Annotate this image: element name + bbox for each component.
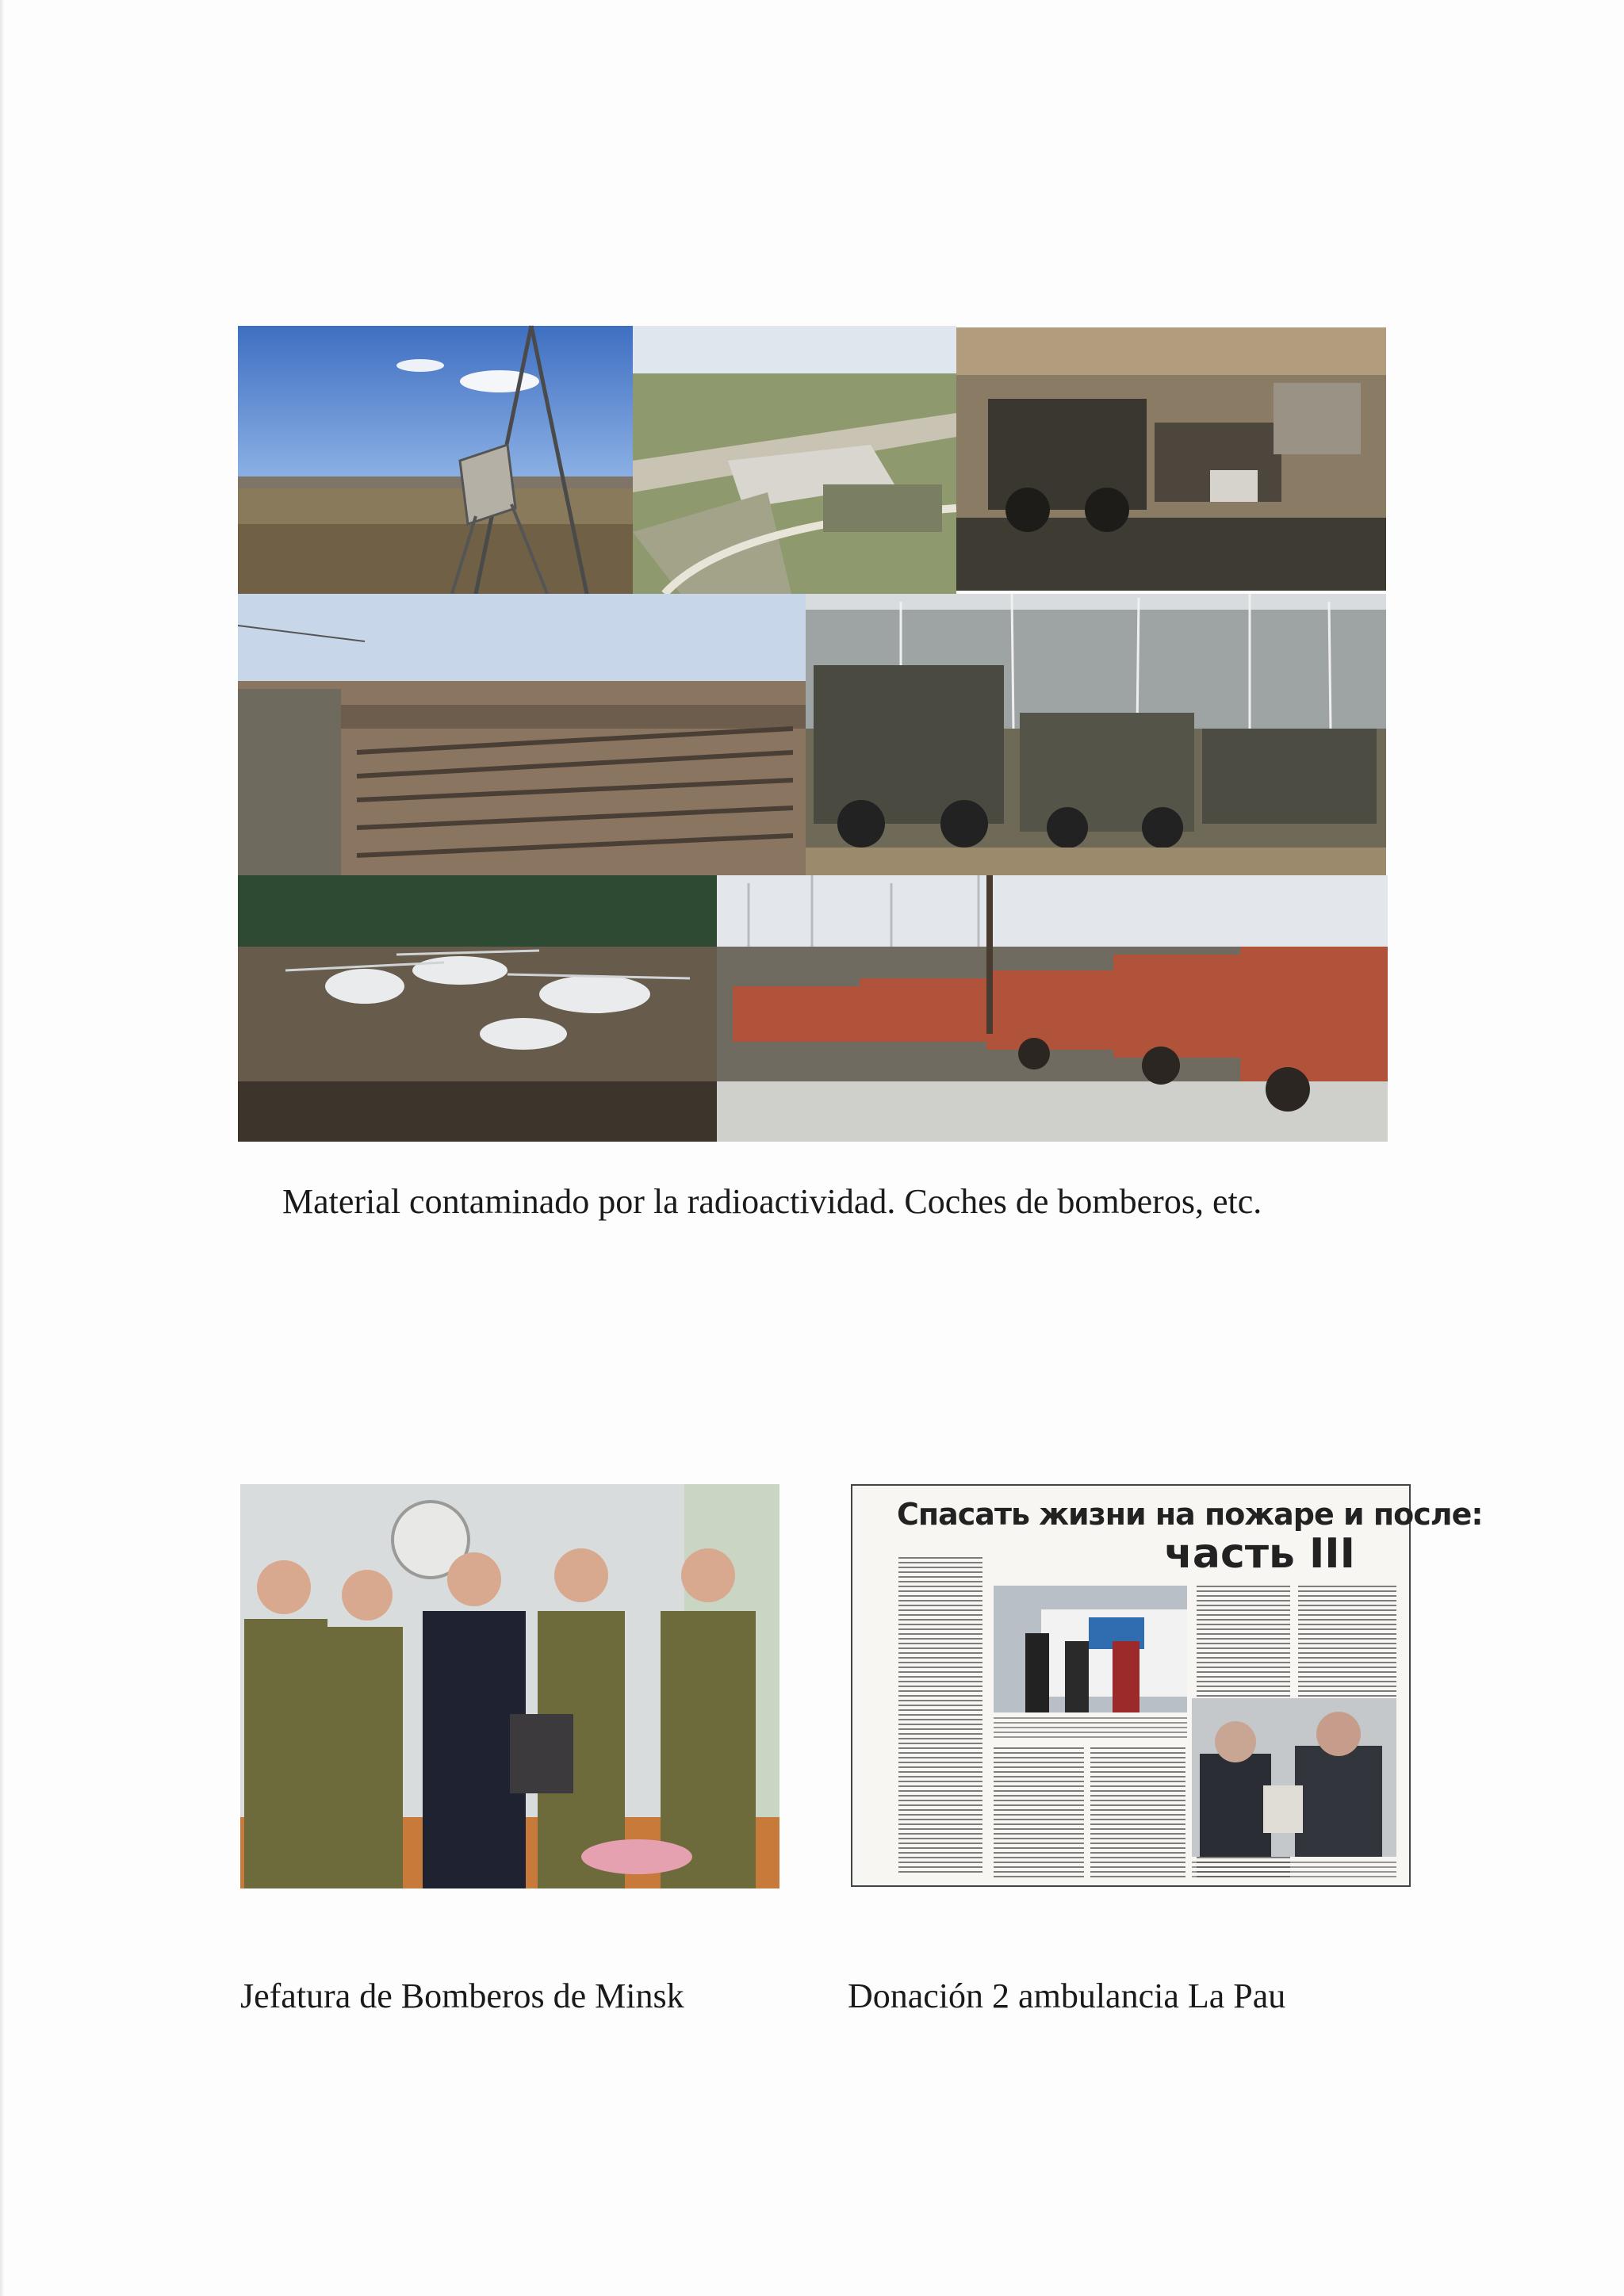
newspaper-photo-ambulance (994, 1586, 1187, 1712)
group-photo-caption: Jefatura de Bomberos de Minsk (240, 1976, 684, 2015)
newspaper-text-column (898, 1557, 982, 1874)
newspaper-subheadline: часть III (1164, 1530, 1355, 1578)
photo-aerial-field (633, 326, 956, 594)
newspaper-caption: Donación 2 ambulancia La Pau (848, 1976, 1286, 2015)
scan-edge (0, 0, 5, 2296)
photo-minsk-firefighters (240, 1484, 779, 1888)
photo-fire-trucks (717, 875, 1388, 1142)
photo-helicopters (238, 875, 717, 1142)
newspaper-photo-caption (1192, 1862, 1396, 1877)
photo-vehicle-field (238, 594, 806, 875)
newspaper-text-column (994, 1747, 1084, 1879)
newspaper-text-column (1090, 1747, 1185, 1879)
newspaper-headline: Спасать жизни на пожаре и после: (897, 1497, 1483, 1532)
photo-trucks-forest (806, 594, 1386, 875)
newspaper-photo-caption (994, 1717, 1187, 1741)
newspaper-photo-people (1192, 1698, 1396, 1857)
collage-caption: Material contaminado por la radioactividad. Coches de bomberos, etc. (282, 1182, 1262, 1221)
newspaper-clipping (851, 1484, 1483, 1887)
photo-watchtower (238, 326, 633, 594)
newspaper-text-column (1298, 1586, 1396, 1705)
photo-wrecked-vehicles (956, 327, 1386, 591)
